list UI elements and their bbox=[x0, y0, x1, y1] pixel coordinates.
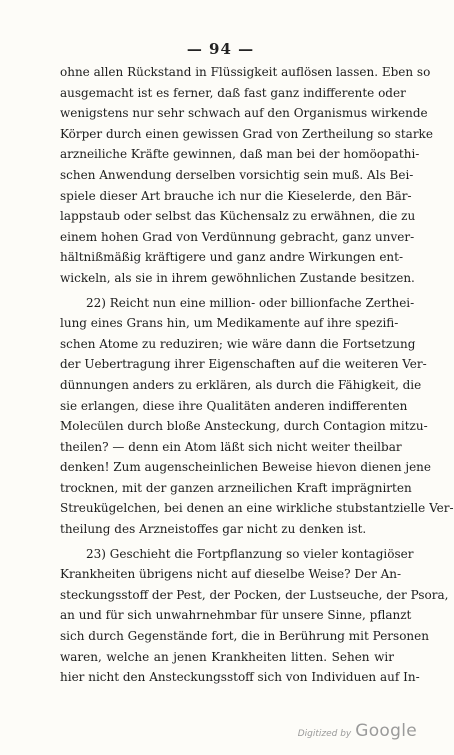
digitized-label: Digitized by bbox=[297, 729, 352, 739]
text-line: ausgemacht ist es ferner, daß fast ganz indifferente oder bbox=[60, 85, 406, 100]
text-line: an und für sich unwahrnehmbar für unsere Sinne, pflanzt bbox=[60, 608, 412, 623]
digitized-watermark bbox=[298, 721, 417, 741]
paragraph bbox=[60, 293, 454, 540]
paragraph bbox=[60, 544, 449, 688]
text-line: hältnißmäßig kräftigere und ganz andre Wirkungen ent- bbox=[60, 250, 404, 265]
page-number: — 94 — bbox=[186, 40, 255, 58]
text-line: theilung des Arzneistoffes gar nicht zu denken ist. bbox=[60, 522, 367, 537]
text-line: arzneiliche Kräfte gewinnen, daß man bei der homöopathi- bbox=[60, 147, 420, 162]
text-line: Krankheiten übrigens nicht auf dieselbe Weise? Der An- bbox=[60, 567, 402, 582]
body-text bbox=[60, 62, 454, 688]
text-line: 23) Geschieht die Fortpflanzung so vieler kontagiöser bbox=[86, 546, 414, 561]
text-line: theilen? — denn ein Atom läßt sich nicht weiter theilbar bbox=[60, 439, 402, 454]
text-line: spiele dieser Art brauche ich nur die Kieselerde, den Bär- bbox=[60, 188, 412, 203]
text-line: schen Anwendung derselben vorsichtig sein muß. Als Bei- bbox=[60, 167, 414, 182]
text-line: wenigstens nur sehr schwach auf den Organismus wirkende bbox=[60, 106, 428, 121]
text-line: trocknen, mit der ganzen arzneilichen Kraft imprägnirten bbox=[60, 480, 412, 495]
text-line: Streukügelchen, bei denen an eine wirkliche stubstantzielle Ver- bbox=[60, 501, 454, 516]
paragraph bbox=[60, 62, 433, 289]
google-logo: Google bbox=[355, 721, 417, 741]
text-line: steckungsstoff der Pest, der Pocken, der Lustseuche, der Psora, bbox=[60, 587, 449, 602]
text-line: sich durch Gegenstände fort, die in Berührung mit Personen bbox=[60, 629, 429, 644]
text-line: einem hohen Grad von Verdünnung gebracht, ganz unver- bbox=[60, 229, 415, 244]
text-line: Molecülen durch bloße Ansteckung, durch Contagion mitzu- bbox=[60, 419, 428, 434]
text-line: hier nicht den Ansteckungsstoff sich von Individuen auf In- bbox=[60, 670, 420, 685]
text-line: waren, welche an jenen Krankheiten litten. Sehen wir bbox=[60, 649, 394, 664]
text-line: lappstaub oder selbst das Küchensalz zu erwähnen, die zu bbox=[60, 209, 416, 224]
text-line: denken! Zum augenscheinlichen Beweise hievon dienen jene bbox=[60, 460, 432, 475]
text-line: der Uebertragung ihrer Eigenschaften auf die weiteren Ver- bbox=[60, 357, 427, 372]
text-line: ohne allen Rückstand in Flüssigkeit auflösen lassen. Eben so bbox=[60, 65, 431, 79]
text-line: 22) Reicht nun eine million- oder billionfache Zerthei- bbox=[86, 295, 415, 310]
text-line: sie erlangen, diese ihre Qualitäten anderen indifferenten bbox=[60, 398, 408, 413]
text-line: dünnungen anders zu erklären, als durch die Fähigkeit, die bbox=[60, 377, 422, 392]
text-line: schen Atome zu reduziren; wie wäre dann die Fortsetzung bbox=[60, 336, 416, 351]
text-line: lung eines Grans hin, um Medikamente auf ihre spezifi- bbox=[60, 316, 399, 331]
text-line: wickeln, als sie in ihrem gewöhnlichen Zustande besitzen. bbox=[60, 270, 415, 285]
text-line: Körper durch einen gewissen Grad von Zertheilung so starke bbox=[60, 126, 433, 141]
